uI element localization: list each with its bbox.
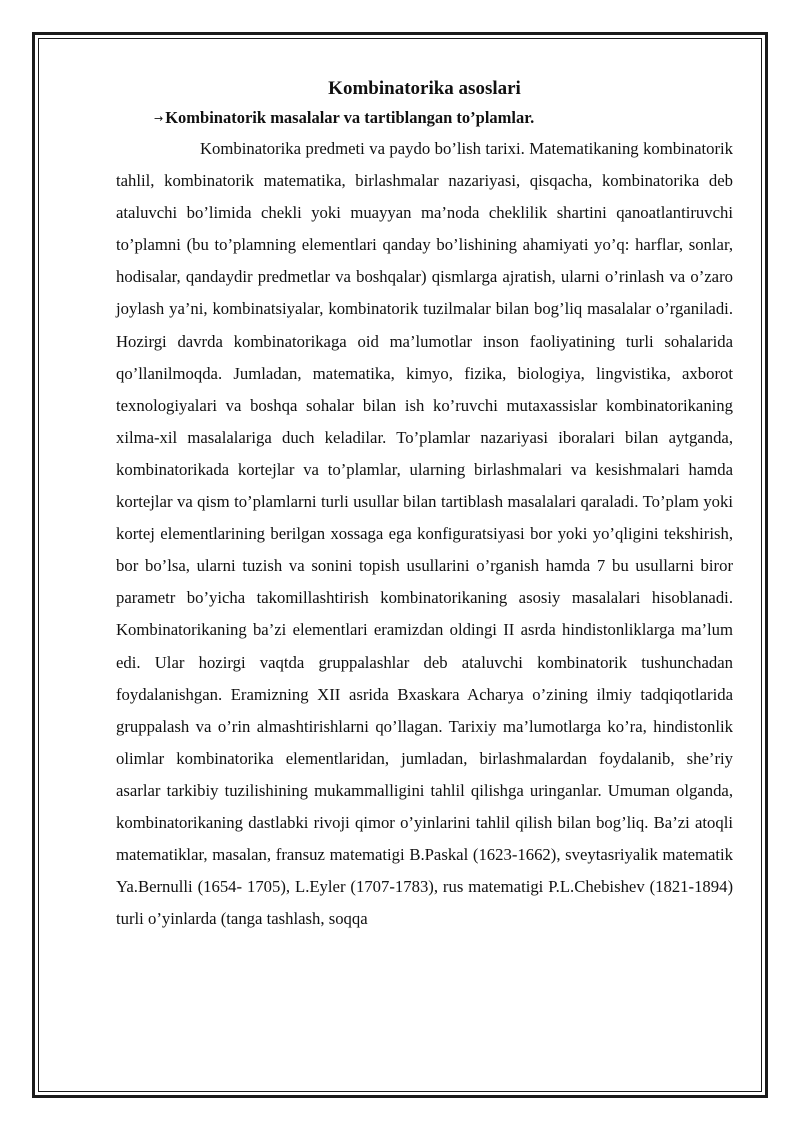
section-heading [116,104,733,133]
document-content [116,74,733,935]
document-title: Kombinatorika asoslari [328,78,521,99]
arrow-right-icon: → [154,112,164,125]
body-paragraph: Kombinatorika predmeti va paydo bo’lish tarixi. Matematikaning kombinatorik tahlil, kombinatorik matematika, birlashmalar nazariyasi, qisqacha, kombinatorika deb ataluvchi bo’limida chekli yoki muayyan ma’noda cheklilik shartini qanoatlantiruvchi to’plamni (bu to’plamning elementlari qanday bo’lishining ahamiyati yo’q: harflar, sonlar, hodisalar, qandaydir predmetlar va boshqalar) qismlarga ajratish, ularni o’rinlash va o’zaro joylash ya’ni, kombinatsiyalar, kombinatorik tuzilmalar bilan bog’liq masalalar o’rganiladi. Hozirgi davrda kombinatorikaga oid ma’lumotlar inson faoliyatining turli sohalarida qo’llanilmoqda. Jumladan, matematika, kimyo, fizika, biologiya, lingvistika, axborot texnologiyalari va boshqa sohalar bilan ish ko’ruvchi mutaxassislar kombinatorikaning xilma-xil masalalariga duch keladilar. To’plamlar nazariyasi iboralari bilan aytganda, kombinatorikada kortejlar va to’plamlar, ularning birlashmalari va kesishmalari hamda kortejlar va qism to’plamlarni turli usullar bilan tartiblash masalalari qaraladi. To’plam yoki kortej elementlarining berilgan xossaga ega konfiguratsiyasi bor yoki yo’qligini tekshirish, bor bo’lsa, ularni tuzish va sonini topish usullarini o’rganish hamda 7 bu usullarni biror parametr bo’yicha takomillashtirish kombinatorikaning asosiy masalalari hisoblanadi. Kombinatorikaning ba’zi elementlari eramizdan oldingi II asrda hindistonliklarga ma’lum edi. Ular hozirgi vaqtda gruppalashlar deb ataluvchi kombinatorik tushunchadan foydalanishgan. Eramizning XII asrida Bxaskara Acharya o’zining ilmiy tadqiqotlarida gruppalash va o’rin almashtirishlarni qo’llagan. Tarixiy ma’lumotlarga ko’ra, hindistonlik olimlar kombinatorika elementlaridan, jumladan, birlashmalardan foydalanib, she’riy asarlar tarkibiy tuzilishining mukammalligini tahlil qilishga uringanlar. Umuman olganda, kombinatorikaning dastlabki rivoji qimor o’yinlarini tahlil qilish bilan bog’liq. Ba’zi atoqli matematiklar, masalan, fransuz matematigi B.Paskal (1623-1662), sveytasriyalik matematik Ya.Bernulli (1654- 1705), L.Eyler (1707-1783), rus matematigi P.L.Chebishev (1821-1894) turli o’yinlarda (tanga tashlash, soqqa [116,139,733,929]
section-heading-text: Kombinatorik masalalar va tartiblangan to’plamlar. [165,108,535,127]
